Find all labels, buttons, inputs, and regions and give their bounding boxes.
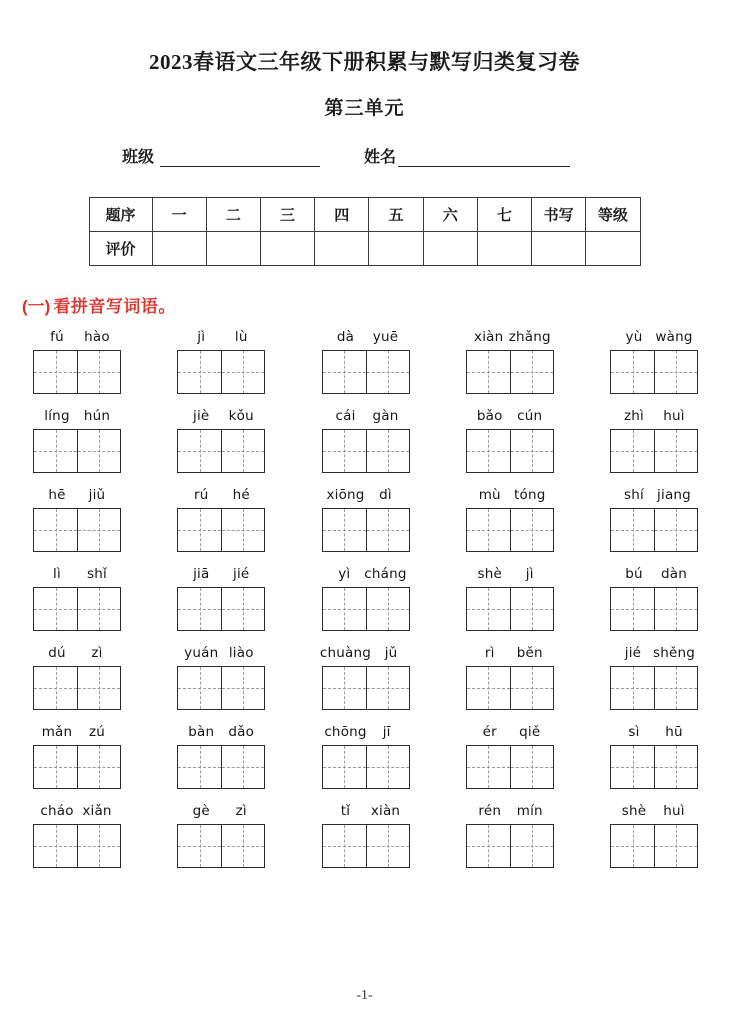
pinyin-syllable: běn xyxy=(516,645,543,662)
score-table-value-cell[interactable] xyxy=(423,232,477,266)
exercise-area xyxy=(0,327,729,868)
tianzige-cell[interactable] xyxy=(654,746,697,788)
tianzige-writing-box[interactable] xyxy=(33,508,121,552)
tianzige-writing-box[interactable] xyxy=(33,429,121,473)
tianzige-cell[interactable] xyxy=(77,746,120,788)
tianzige-writing-box[interactable] xyxy=(322,666,410,710)
tianzige-cell[interactable] xyxy=(178,667,221,709)
exercise-item xyxy=(22,564,132,631)
pinyin-syllable: huì xyxy=(663,408,685,425)
exercise-row xyxy=(22,406,709,473)
tianzige-cell[interactable] xyxy=(611,825,654,867)
pinyin-syllable: shè xyxy=(477,566,502,583)
tianzige-cell[interactable] xyxy=(654,430,697,472)
pinyin-syllable: bàn xyxy=(188,724,215,741)
pinyin-syllable: jǔ xyxy=(384,645,398,662)
tianzige-cell[interactable] xyxy=(611,746,654,788)
score-table-value-cell[interactable] xyxy=(152,232,206,266)
tianzige-writing-box[interactable] xyxy=(610,508,698,552)
tianzige-writing-box[interactable] xyxy=(177,745,265,789)
exercise-item xyxy=(311,801,421,868)
tianzige-writing-box[interactable] xyxy=(466,745,554,789)
pinyin-prompt xyxy=(311,643,421,663)
tianzige-cell[interactable] xyxy=(34,667,77,709)
class-input-line[interactable] xyxy=(160,165,320,167)
pinyin-prompt xyxy=(311,722,421,742)
tianzige-writing-box[interactable] xyxy=(322,350,410,394)
class-label: 班级 xyxy=(122,149,155,167)
exercise-item xyxy=(455,564,565,631)
pinyin-syllable: dà xyxy=(336,329,355,346)
pinyin-syllable: yù xyxy=(625,329,643,346)
pinyin-syllable: mín xyxy=(516,803,543,820)
section-heading xyxy=(0,292,729,317)
tianzige-cell[interactable] xyxy=(178,430,221,472)
pinyin-syllable: dǎo xyxy=(228,724,255,741)
tianzige-writing-box[interactable] xyxy=(177,587,265,631)
tianzige-cell[interactable] xyxy=(467,825,510,867)
tianzige-cell[interactable] xyxy=(34,588,77,630)
tianzige-cell[interactable] xyxy=(323,746,366,788)
pinyin-syllable: jiǔ xyxy=(88,487,106,504)
pinyin-syllable: jiè xyxy=(193,408,210,425)
pinyin-prompt xyxy=(599,485,709,505)
pinyin-prompt xyxy=(311,485,421,505)
tianzige-cell[interactable] xyxy=(34,746,77,788)
tianzige-writing-box[interactable] xyxy=(33,824,121,868)
score-table-value-cell[interactable] xyxy=(477,232,531,266)
tianzige-writing-box[interactable] xyxy=(466,587,554,631)
pinyin-prompt xyxy=(22,564,132,584)
tianzige-cell[interactable] xyxy=(221,351,264,393)
exercise-item xyxy=(22,406,132,473)
pinyin-syllable: zì xyxy=(91,645,103,662)
pinyin-syllable: yuē xyxy=(372,329,399,346)
exercise-item xyxy=(311,406,421,473)
tianzige-writing-box[interactable] xyxy=(610,587,698,631)
pinyin-syllable: chuàng xyxy=(319,645,372,662)
pinyin-syllable: chōng xyxy=(324,724,367,741)
name-field[interactable] xyxy=(364,150,570,167)
pinyin-syllable: xiàn xyxy=(474,329,504,346)
tianzige-cell[interactable] xyxy=(510,825,553,867)
tianzige-cell[interactable] xyxy=(221,588,264,630)
exercise-row xyxy=(22,327,709,394)
pinyin-syllable: dàn xyxy=(661,566,687,583)
pinyin-prompt xyxy=(455,327,565,347)
pinyin-prompt xyxy=(311,406,421,426)
score-table-header-cell: 题序 xyxy=(89,198,152,232)
tianzige-cell[interactable] xyxy=(221,667,264,709)
pinyin-syllable: ér xyxy=(482,724,497,741)
pinyin-syllable: hē xyxy=(48,487,66,504)
score-table-value-cell[interactable] xyxy=(532,232,586,266)
pinyin-syllable: mù xyxy=(478,487,501,504)
tianzige-writing-box[interactable] xyxy=(466,429,554,473)
exercise-item xyxy=(311,643,421,710)
score-table-value-cell[interactable] xyxy=(260,232,314,266)
tianzige-writing-box[interactable] xyxy=(33,350,121,394)
tianzige-cell[interactable] xyxy=(366,509,409,551)
tianzige-cell[interactable] xyxy=(178,351,221,393)
section-index: (一) xyxy=(22,297,51,317)
pinyin-syllable: jié xyxy=(624,645,642,662)
tianzige-writing-box[interactable] xyxy=(33,745,121,789)
page-number: -1- xyxy=(356,988,373,1003)
exercise-item xyxy=(455,406,565,473)
pinyin-syllable: jì xyxy=(525,566,534,583)
tianzige-cell[interactable] xyxy=(77,588,120,630)
tianzige-cell[interactable] xyxy=(366,746,409,788)
score-table-header-cell: 二 xyxy=(206,198,260,232)
tianzige-cell[interactable] xyxy=(467,667,510,709)
tianzige-writing-box[interactable] xyxy=(466,508,554,552)
tianzige-cell[interactable] xyxy=(34,430,77,472)
pinyin-prompt xyxy=(166,327,276,347)
pinyin-prompt xyxy=(22,327,132,347)
exercise-item xyxy=(166,564,276,631)
pinyin-prompt xyxy=(599,643,709,663)
tianzige-writing-box[interactable] xyxy=(322,587,410,631)
exercise-item xyxy=(166,643,276,710)
score-table-header-cell: 一 xyxy=(152,198,206,232)
tianzige-cell[interactable] xyxy=(34,351,77,393)
pinyin-syllable: jiang xyxy=(657,487,691,504)
pinyin-syllable: rú xyxy=(193,487,209,504)
pinyin-prompt xyxy=(166,801,276,821)
pinyin-syllable: zì xyxy=(235,803,247,820)
pinyin-prompt xyxy=(22,485,132,505)
pinyin-syllable: gàn xyxy=(372,408,399,425)
section-title: 看拼音写词语。 xyxy=(53,297,176,317)
pinyin-prompt xyxy=(22,643,132,663)
exercise-item xyxy=(599,327,709,394)
tianzige-cell[interactable] xyxy=(510,351,553,393)
pinyin-prompt xyxy=(311,801,421,821)
tianzige-cell[interactable] xyxy=(366,825,409,867)
tianzige-writing-box[interactable] xyxy=(33,587,121,631)
page-title: 2023春语文三年级下册积累与默写归类复习卷 xyxy=(149,50,580,74)
tianzige-cell[interactable] xyxy=(77,430,120,472)
pinyin-prompt xyxy=(166,643,276,663)
pinyin-syllable: dì xyxy=(379,487,392,504)
exercise-row xyxy=(22,722,709,789)
pinyin-syllable: shè xyxy=(621,803,647,820)
pinyin-prompt xyxy=(599,801,709,821)
pinyin-syllable: tǐ xyxy=(340,803,351,820)
pinyin-syllable: lù xyxy=(234,329,248,346)
name-label: 姓名 xyxy=(364,149,397,167)
pinyin-prompt xyxy=(455,564,565,584)
exercise-row xyxy=(22,485,709,552)
pinyin-prompt xyxy=(166,406,276,426)
tianzige-writing-box[interactable] xyxy=(610,429,698,473)
score-table-value-cell[interactable] xyxy=(315,232,369,266)
pinyin-syllable: hé xyxy=(232,487,250,504)
page-subtitle: 第三单元 xyxy=(324,98,405,120)
pinyin-syllable: yuán xyxy=(184,645,219,662)
pinyin-syllable: xiōng xyxy=(326,487,365,504)
pinyin-syllable: shí xyxy=(624,487,644,504)
score-table-header-cell: 等级 xyxy=(586,198,640,232)
title-block xyxy=(0,0,729,120)
exercise-item xyxy=(455,801,565,868)
tianzige-cell[interactable] xyxy=(323,588,366,630)
tianzige-cell[interactable] xyxy=(510,667,553,709)
tianzige-writing-box[interactable] xyxy=(322,745,410,789)
pinyin-syllable: wàng xyxy=(655,329,693,346)
tianzige-cell[interactable] xyxy=(366,588,409,630)
pinyin-syllable: kǒu xyxy=(228,408,254,425)
tianzige-cell[interactable] xyxy=(34,509,77,551)
score-table-row-label: 评价 xyxy=(89,232,152,266)
exercise-item xyxy=(599,801,709,868)
name-input-line[interactable] xyxy=(398,165,570,167)
tianzige-cell[interactable] xyxy=(77,825,120,867)
pinyin-syllable: líng xyxy=(44,408,70,425)
exercise-item xyxy=(599,485,709,552)
tianzige-writing-box[interactable] xyxy=(466,350,554,394)
pinyin-syllable: sì xyxy=(628,724,640,741)
tianzige-cell[interactable] xyxy=(221,825,264,867)
tianzige-cell[interactable] xyxy=(654,825,697,867)
tianzige-cell[interactable] xyxy=(510,588,553,630)
exercise-item xyxy=(166,722,276,789)
pinyin-prompt xyxy=(166,564,276,584)
tianzige-cell[interactable] xyxy=(221,509,264,551)
tianzige-cell[interactable] xyxy=(611,588,654,630)
exercise-item xyxy=(311,564,421,631)
exercise-item xyxy=(22,643,132,710)
pinyin-prompt xyxy=(22,801,132,821)
tianzige-cell[interactable] xyxy=(611,509,654,551)
tianzige-cell[interactable] xyxy=(611,667,654,709)
exercise-item xyxy=(22,801,132,868)
tianzige-writing-box[interactable] xyxy=(177,666,265,710)
score-table-header-cell: 书写 xyxy=(532,198,586,232)
identity-row xyxy=(0,150,729,167)
tianzige-cell[interactable] xyxy=(366,430,409,472)
pinyin-prompt xyxy=(599,722,709,742)
tianzige-cell[interactable] xyxy=(178,746,221,788)
tianzige-writing-box[interactable] xyxy=(33,666,121,710)
pinyin-syllable: hào xyxy=(84,329,110,346)
pinyin-syllable: yì xyxy=(338,566,351,583)
exercise-item xyxy=(166,327,276,394)
pinyin-prompt xyxy=(455,485,565,505)
pinyin-syllable: jī xyxy=(382,724,391,741)
tianzige-cell[interactable] xyxy=(178,825,221,867)
pinyin-syllable: hún xyxy=(83,408,111,425)
exercise-item xyxy=(599,406,709,473)
tianzige-cell[interactable] xyxy=(77,667,120,709)
pinyin-prompt xyxy=(166,722,276,742)
tianzige-cell[interactable] xyxy=(611,430,654,472)
tianzige-cell[interactable] xyxy=(654,509,697,551)
tianzige-cell[interactable] xyxy=(510,509,553,551)
tianzige-cell[interactable] xyxy=(221,746,264,788)
tianzige-cell[interactable] xyxy=(510,430,553,472)
tianzige-cell[interactable] xyxy=(77,509,120,551)
tianzige-writing-box[interactable] xyxy=(610,745,698,789)
tianzige-cell[interactable] xyxy=(323,430,366,472)
tianzige-cell[interactable] xyxy=(77,351,120,393)
tianzige-writing-box[interactable] xyxy=(466,824,554,868)
exercise-item xyxy=(22,327,132,394)
pinyin-prompt xyxy=(166,485,276,505)
pinyin-syllable: rén xyxy=(478,803,502,820)
score-table-header-cell: 五 xyxy=(369,198,423,232)
exercise-item xyxy=(455,722,565,789)
exercise-row xyxy=(22,564,709,631)
exercise-item xyxy=(599,564,709,631)
pinyin-prompt xyxy=(599,327,709,347)
pinyin-syllable: xiǎn xyxy=(82,803,112,820)
tianzige-writing-box[interactable] xyxy=(177,350,265,394)
pinyin-syllable: bǎo xyxy=(476,408,503,425)
pinyin-syllable: cháng xyxy=(364,566,407,583)
pinyin-syllable: rì xyxy=(484,645,495,662)
pinyin-prompt xyxy=(311,327,421,347)
pinyin-prompt xyxy=(599,406,709,426)
exercise-item xyxy=(22,485,132,552)
pinyin-syllable: zú xyxy=(88,724,106,741)
tianzige-cell[interactable] xyxy=(467,509,510,551)
tianzige-writing-box[interactable] xyxy=(177,824,265,868)
exercise-item xyxy=(599,722,709,789)
pinyin-syllable: bú xyxy=(625,566,643,583)
exercise-item xyxy=(311,722,421,789)
pinyin-syllable: jiā xyxy=(193,566,210,583)
tianzige-cell[interactable] xyxy=(34,825,77,867)
exercise-item xyxy=(455,327,565,394)
tianzige-cell[interactable] xyxy=(366,351,409,393)
tianzige-cell[interactable] xyxy=(654,667,697,709)
class-field[interactable] xyxy=(122,150,320,167)
pinyin-prompt xyxy=(22,406,132,426)
pinyin-syllable: qiě xyxy=(519,724,541,741)
tianzige-cell[interactable] xyxy=(467,430,510,472)
pinyin-syllable: mǎn xyxy=(41,724,73,741)
pinyin-prompt xyxy=(599,564,709,584)
pinyin-syllable: tóng xyxy=(514,487,546,504)
score-table-value-cell[interactable] xyxy=(206,232,260,266)
pinyin-prompt xyxy=(455,643,565,663)
tianzige-cell[interactable] xyxy=(221,430,264,472)
tianzige-cell[interactable] xyxy=(654,351,697,393)
pinyin-prompt xyxy=(455,406,565,426)
tianzige-cell[interactable] xyxy=(611,351,654,393)
tianzige-cell[interactable] xyxy=(323,667,366,709)
pinyin-syllable: cái xyxy=(335,408,356,425)
pinyin-syllable: dú xyxy=(48,645,66,662)
score-table-header-cell: 四 xyxy=(315,198,369,232)
pinyin-prompt xyxy=(455,801,565,821)
exercise-item xyxy=(166,485,276,552)
pinyin-syllable: cháo xyxy=(40,803,74,820)
score-table-header-cell: 七 xyxy=(477,198,531,232)
pinyin-syllable: gè xyxy=(192,803,210,820)
tianzige-cell[interactable] xyxy=(178,509,221,551)
pinyin-syllable: huì xyxy=(663,803,685,820)
tianzige-cell[interactable] xyxy=(323,509,366,551)
table-row xyxy=(89,232,640,266)
tianzige-cell[interactable] xyxy=(323,351,366,393)
table-row-header xyxy=(89,198,640,232)
tianzige-cell[interactable] xyxy=(467,746,510,788)
tianzige-writing-box[interactable] xyxy=(322,429,410,473)
exercise-row xyxy=(22,643,709,710)
score-table xyxy=(89,197,641,266)
tianzige-writing-box[interactable] xyxy=(466,666,554,710)
tianzige-writing-box[interactable] xyxy=(322,508,410,552)
pinyin-syllable: zhì xyxy=(624,408,644,425)
tianzige-cell[interactable] xyxy=(467,588,510,630)
score-table-value-cell[interactable] xyxy=(369,232,423,266)
pinyin-syllable: hū xyxy=(665,724,683,741)
pinyin-syllable: shěng xyxy=(652,645,696,662)
pinyin-syllable: jì xyxy=(197,329,206,346)
pinyin-syllable: shǐ xyxy=(87,566,107,583)
tianzige-cell[interactable] xyxy=(366,667,409,709)
pinyin-syllable: jié xyxy=(233,566,250,583)
score-table-wrapper xyxy=(0,197,729,266)
pinyin-prompt xyxy=(22,722,132,742)
tianzige-writing-box[interactable] xyxy=(177,429,265,473)
score-table-header-cell: 六 xyxy=(423,198,477,232)
exercise-item xyxy=(455,485,565,552)
pinyin-prompt xyxy=(455,722,565,742)
tianzige-writing-box[interactable] xyxy=(610,666,698,710)
pinyin-syllable: xiàn xyxy=(370,803,401,820)
pinyin-syllable: zhǎng xyxy=(508,329,551,346)
exercise-item xyxy=(22,722,132,789)
score-table-value-cell[interactable] xyxy=(586,232,640,266)
tianzige-cell[interactable] xyxy=(323,825,366,867)
pinyin-syllable: lì xyxy=(53,566,61,583)
page-footer xyxy=(0,988,729,1004)
exercise-item xyxy=(311,485,421,552)
tianzige-cell[interactable] xyxy=(654,588,697,630)
exercise-row xyxy=(22,801,709,868)
exercise-item xyxy=(166,801,276,868)
pinyin-syllable: cún xyxy=(517,408,543,425)
score-table-header-cell: 三 xyxy=(260,198,314,232)
exercise-item xyxy=(599,643,709,710)
tianzige-writing-box[interactable] xyxy=(610,350,698,394)
tianzige-cell[interactable] xyxy=(178,588,221,630)
pinyin-syllable: liào xyxy=(228,645,254,662)
pinyin-syllable: fú xyxy=(50,329,64,346)
pinyin-prompt xyxy=(311,564,421,584)
tianzige-writing-box[interactable] xyxy=(177,508,265,552)
tianzige-writing-box[interactable] xyxy=(610,824,698,868)
tianzige-cell[interactable] xyxy=(467,351,510,393)
tianzige-cell[interactable] xyxy=(510,746,553,788)
exercise-item xyxy=(166,406,276,473)
exercise-item xyxy=(311,327,421,394)
tianzige-writing-box[interactable] xyxy=(322,824,410,868)
exercise-item xyxy=(455,643,565,710)
